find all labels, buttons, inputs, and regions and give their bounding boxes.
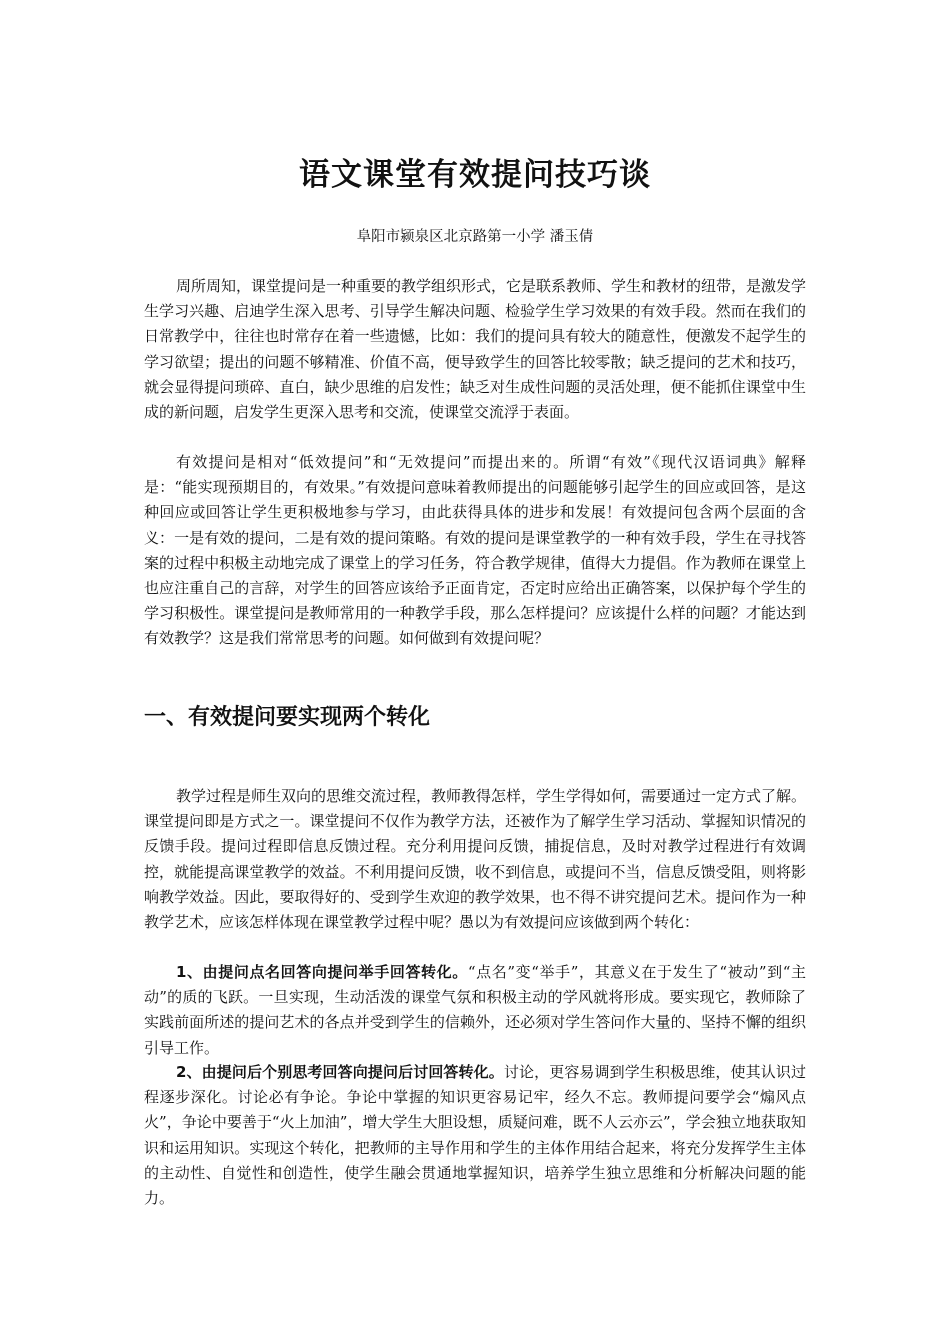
author-line: 阜阳市颍泉区北京路第一小学 潘玉倩 [356, 229, 594, 245]
paragraph-2-lead: 1、由提问点名回答向提问举手回答转化。 [176, 963, 468, 981]
section-paragraph-3 [144, 1060, 806, 1211]
section-paragraph-2 [144, 960, 806, 1061]
paragraph-2-body: “点名”变“举手”，其意义在于发生了“被动”到“主动”的质的飞跃。一旦实现，生动活泼的课堂气氛和积极主动的学风就将形成。要实现它，教师除了实践前面所述的提问艺术的各点并受到学生的信赖外，还必须对学生答问作大量的、坚持不懈的组织引导工作。 [144, 963, 806, 1057]
intro-paragraph-1: 周所周知，课堂提问是一种重要的教学组织形式，它是联系教师、学生和教材的纽带，是激发学生学习兴趣、启迪学生深入思考、引导学生解决问题、检验学生学习效果的有效手段。然而在我们的日常教学中，往往也时常存在着一些遗憾，比如：我们的提问具有较大的随意性，便激发不起学生的学习欲望；提出的问题不够精准、价值不高，便导致学生的回答比较零散；缺乏提问的艺术和技巧，就会显得提问琐碎、直白，缺少思维的启发性；缺乏对生成性问题的灵活处理，便不能抓住课堂中生成的新问题，启发学生更深入思考和交流，使课堂交流浮于表面。 [144, 277, 807, 422]
paragraph-3-lead: 2、由提问后个别思考回答向提问后讨回答转化。 [176, 1063, 504, 1081]
paragraph-3-body: 讨论，更容易调到学生积极思维，使其认识过程逐步深化。讨论必有争论。争论中掌握的知识更容易记牢，经久不忘。教师提问要学会“煽风点火”，争论中要善于“火上加油”，增大学生大胆设想，质疑问难，既不人云亦云”，学会独立地获取知识和运用知识。实现这个转化，把教师的主导作用和学生的主体作用结合起来，将充分发挥学生主体的主动性、自觉性和创造性，使学生融会贯通地掌握知识，培养学生独立思维和分析解决问题的能力。 [144, 1063, 806, 1208]
section-heading: 一、有效提问要实现两个转化 [144, 705, 431, 730]
section-paragraph-1: 教学过程是师生双向的思维交流过程，教师教得怎样，学生学得如何，需要通过一定方式了解。课堂提问即是方式之一。课堂提问不仅作为教学方法，还被作为了解学生学习活动、掌握知识情况的反馈手段。提问过程即信息反馈过程。充分利用提问反馈，捕捉信息，及时对教学过程进行有效调控，就能提高课堂教学的效益。不利用提问反馈，收不到信息，或提问不当，信息反馈受阻，则将影响教学效益。因此，要取得好的、受到学生欢迎的教学效果，也不得不讲究提问艺术。提问作为一种教学艺术，应该怎样体现在课堂教学过程中呢？愚以为有效提问应该做到两个转化： [144, 787, 807, 932]
document-title: 语文课堂有效提问技巧谈 [299, 157, 651, 193]
intro-paragraph-2: 有效提问是相对“低效提问”和“无效提问”而提出来的。所谓“有效”《现代汉语词典》解释是：“能实现预期目的，有效果。”有效提问意味着教师提出的问题能够引起学生的回应或回答，是这种回应或回答让学生更积极地参与学习，由此获得具体的进步和发展！有效提问包含两个层面的含义：一是有效的提问，二是有效的提问策略。有效的提问是课堂教学的一种有效手段，学生在寻找答案的过程中积极主动地完成了课堂上的学习任务，符合教学规律，值得大力提倡。作为教师在课堂上也应注重自己的言辞，对学生的回答应该给予正面肯定，否定时应给出正确答案，以保护每个学生的学习积极性。课堂提问是教师常用的一种教学手段，那么怎样提问？应该提什么样的问题？才能达到有效教学？这是我们常常思考的问题。如何做到有效提问呢？ [144, 453, 806, 648]
